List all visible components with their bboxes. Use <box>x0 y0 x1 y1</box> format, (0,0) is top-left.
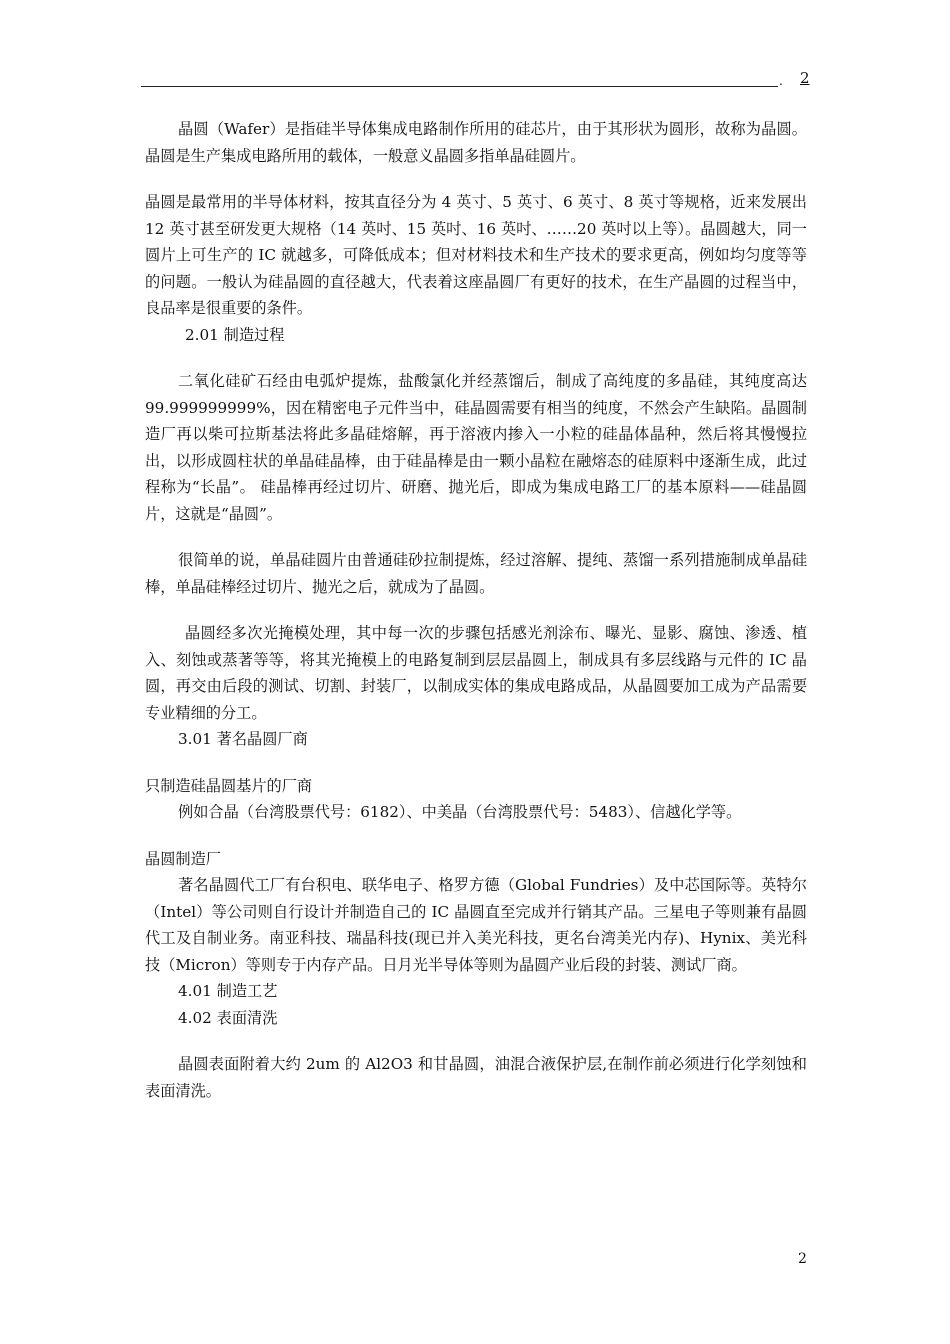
header-page-number: 2 <box>800 69 810 87</box>
paragraph-simple-explanation: 很简单的说，单晶硅圆片由普通硅砂拉制提炼，经过溶解、提纯、蒸馏一系列措施制成单晶硅棒，单晶硅棒经过切片、抛光之后，就成为了晶圆。 <box>145 551 807 596</box>
paragraph-wafer-sizes: 晶圆是最常用的半导体材料，按其直径分为 4 英寸、5 英寸、6 英寸、8 英寸等规格，近来发展出 12 英寸甚至研发更大规格（14 英吋、15 英吋、16 英吋、……20 英吋以上等）。晶圆越大，同一圆片上可生产的 IC 就越多，可降低成本；但对材料技术和生产技术的要求更高，例如均匀度等等的问题。一般认为硅晶圆的直径越大，代表着这座晶圆厂有更好的技术，在生产晶圆的过程当中，良品率是很重要的条件。 <box>145 193 807 317</box>
section-heading-4-02: 4.02 表面清洗 <box>178 1008 278 1027</box>
footer-page-number: 2 <box>798 1251 807 1267</box>
header-mark: . <box>779 74 783 88</box>
paragraph-wafer-definition: 晶圆（Wafer）是指硅半导体集成电路制作所用的硅芯片，由于其形状为圆形，故称为晶圆。晶圆是生产集成电路所用的载体，一般意义晶圆多指单晶硅圆片。 <box>145 120 807 165</box>
paragraph-wafer-fabs: 著名晶圆代工厂有台积电、联华电子、格罗方德（Global Fundries）及中芯国际等。英特尔（Intel）等公司则自行设计并制造自己的 IC 晶圆直至完成并行销其产品。三星电子等则兼有晶圆代工及自制业务。南亚科技、瑞晶科技(现已并入美光科技，更名台湾美光内存)、Hynix、美光科技（Micron）等则专于内存产品。日月光半导体等则为晶圆产业后段的封装、测试厂商。 <box>145 876 807 974</box>
header-rule <box>141 86 778 87</box>
section-heading-2-01: 2.01 制造过程 <box>185 325 285 344</box>
paragraph-surface-cleaning: 晶圆表面附着大约 2um 的 Al2O3 和甘晶圆，油混合液保护层,在制作前必须进行化学刻蚀和表面清洗。 <box>145 1055 807 1100</box>
section-heading-4-01: 4.01 制造工艺 <box>178 982 278 1000</box>
document-body <box>145 116 807 1104</box>
subheading-substrate-makers: 只制造硅晶圆基片的厂商 <box>145 776 313 795</box>
section-heading-3-01: 3.01 著名晶圆厂商 <box>178 730 308 748</box>
subheading-wafer-fabs: 晶圆制造厂 <box>145 849 221 868</box>
paragraph-substrate-makers: 例如合晶（台湾股票代号：6182）、中美晶（台湾股票代号：5483）、信越化学等。 <box>178 803 742 821</box>
paragraph-manufacturing-process: 二氧化硅矿石经由电弧炉提炼，盐酸氯化并经蒸馏后，制成了高纯度的多晶硅，其纯度高达 99.999999999%，因在精密电子元件当中，硅晶圆需要有相当的纯度，不然会产生缺陷。晶圆制造厂再以柴可拉斯基法将此多晶硅熔解，再于溶液内掺入一小粒的硅晶体晶种，然后将其慢慢拉出，以形成圆柱状的单晶硅晶棒，由于硅晶棒是由一颗小晶粒在融熔态的硅原料中逐渐生成，此过程称为“长晶”。 硅晶棒再经过切片、研磨、抛光后，即成为集成电路工厂的基本原料——硅晶圆片，这就是“晶圆”。 <box>145 372 807 523</box>
paragraph-photomask: 晶圆经多次光掩模处理，其中每一次的步骤包括感光剂涂布、曝光、显影、腐蚀、渗透、植入、刻蚀或蒸著等等，将其光掩模上的电路复制到层层晶圆上，制成具有多层线路与元件的 IC 晶圆，再交由后段的测试、切割、封装厂，以制成实体的集成电路成品，从晶圆要加工成为产品需要专业精细的分工。 <box>145 624 807 722</box>
